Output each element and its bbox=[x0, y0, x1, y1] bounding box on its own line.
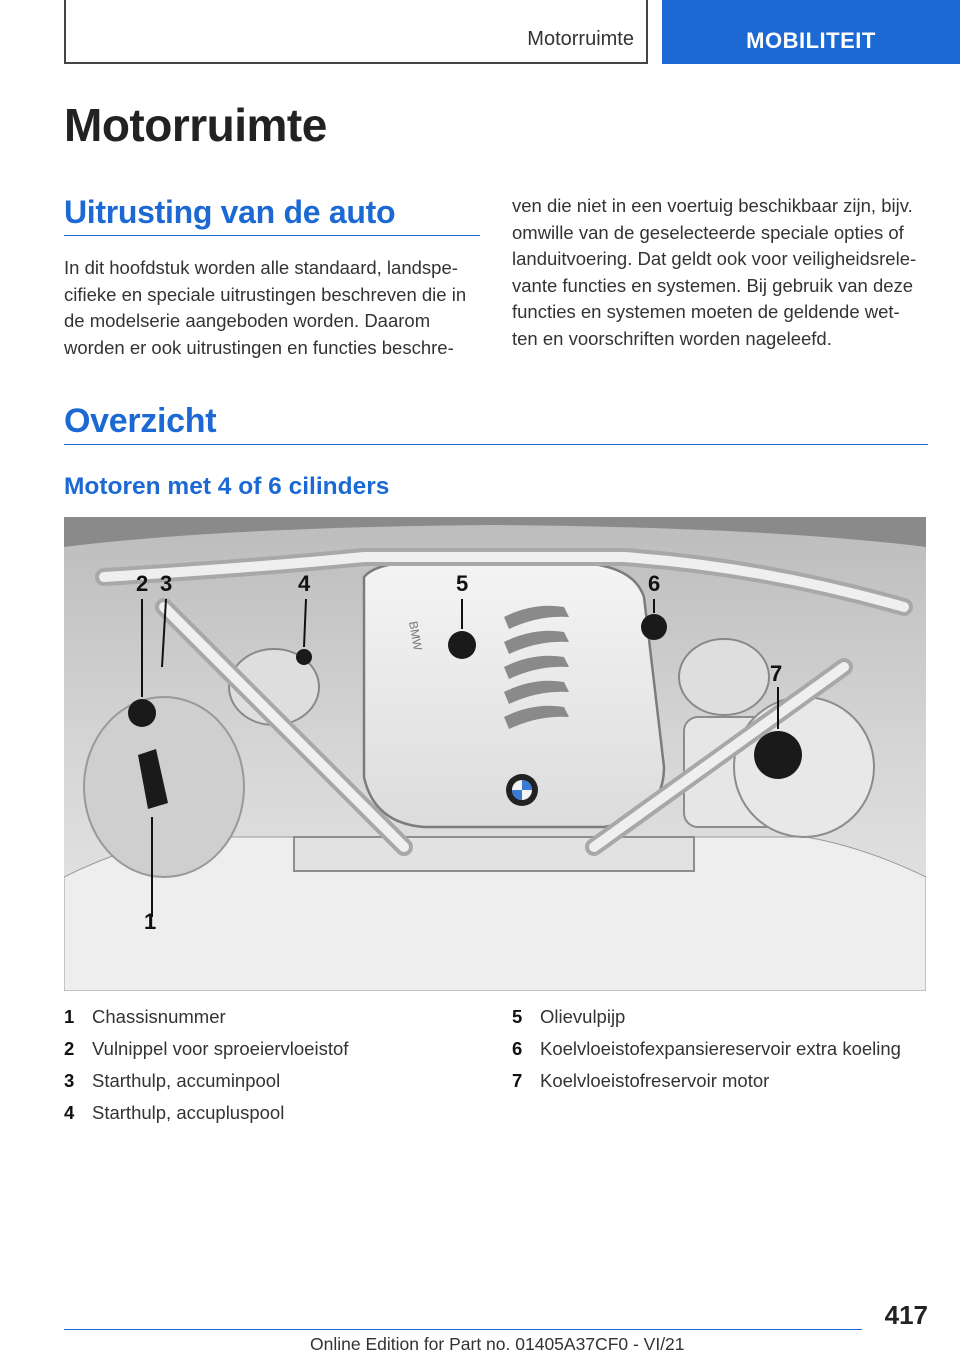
legend-text: Chassisnummer bbox=[92, 1006, 226, 1027]
callout-7: 7 bbox=[770, 661, 783, 686]
callout-3: 3 bbox=[160, 571, 173, 596]
legend-item bbox=[512, 1006, 625, 1028]
legend-text: Koelvloeistofexpansiereservoir extra koeling bbox=[540, 1038, 901, 1059]
legend-item bbox=[64, 1006, 226, 1028]
legend-number: 2 bbox=[64, 1038, 75, 1059]
footer-edition: Online Edition for Part no. 01405A37CF0 - VI/21 bbox=[310, 1334, 685, 1354]
legend-text: Starthulp, accuminpool bbox=[92, 1070, 281, 1091]
legend-text: Olievulpijp bbox=[540, 1006, 626, 1027]
callout-1: 1 bbox=[144, 909, 157, 934]
callout-5: 5 bbox=[456, 571, 469, 596]
header-chapter-label: MOBILITEIT bbox=[746, 28, 876, 53]
paragraph-right: ven die niet in een voertuig beschikbaar zijn, bijv. omwille van de geselecteerde speciale opties of landuitvoering. Dat geldt ook voor veiligheidsrele- vante functies en systemen. Bij gebruik van deze functies en systemen moeten de geldende wet- ten en voorschriften worden nageleefd. bbox=[512, 195, 917, 349]
callout-4: 4 bbox=[298, 571, 311, 596]
header-box bbox=[64, 0, 648, 64]
legend-text: Starthulp, accupluspool bbox=[92, 1102, 285, 1123]
engine-bay-figure bbox=[64, 517, 926, 991]
page-number: 417 bbox=[884, 1300, 928, 1330]
legend-item bbox=[512, 1038, 901, 1060]
engine-cover-badge: BMW bbox=[406, 620, 425, 652]
header-section-title: Motorruimte bbox=[527, 28, 634, 50]
footer-divider bbox=[64, 1329, 862, 1330]
legend-number: 7 bbox=[512, 1070, 523, 1091]
legend-item bbox=[64, 1070, 280, 1092]
page-title: Motorruimte bbox=[64, 99, 327, 151]
legend-number: 3 bbox=[64, 1070, 75, 1091]
callout-2: 2 bbox=[136, 571, 149, 596]
legend-number: 5 bbox=[512, 1006, 523, 1027]
legend-number: 1 bbox=[64, 1006, 75, 1027]
section-title-overzicht: Overzicht bbox=[64, 402, 217, 440]
section-divider bbox=[64, 235, 480, 236]
legend-item bbox=[512, 1070, 769, 1092]
legend-text: Vulnippel voor sproeiervloeistof bbox=[92, 1038, 349, 1059]
legend-item bbox=[64, 1038, 348, 1060]
section-divider bbox=[64, 444, 928, 445]
legend-item bbox=[64, 1102, 284, 1124]
engine-bay-illustration bbox=[64, 517, 926, 991]
legend-text: Koelvloeistofreservoir motor bbox=[540, 1070, 770, 1091]
header-chapter-tab[interactable] bbox=[662, 0, 960, 64]
paragraph-left: In dit hoofdstuk worden alle standaard, landspe- cifieke en speciale uitrustingen beschreven die in de modelserie aangeboden worden. Daarom worden er ook uitrustingen en functies beschre- bbox=[64, 257, 467, 358]
legend-number: 4 bbox=[64, 1102, 75, 1123]
legend-number: 6 bbox=[512, 1038, 523, 1059]
section-title-uitrusting: Uitrusting van de auto bbox=[64, 194, 396, 230]
callout-6: 6 bbox=[648, 571, 661, 596]
subsection-title: Motoren met 4 of 6 cilinders bbox=[64, 473, 390, 500]
